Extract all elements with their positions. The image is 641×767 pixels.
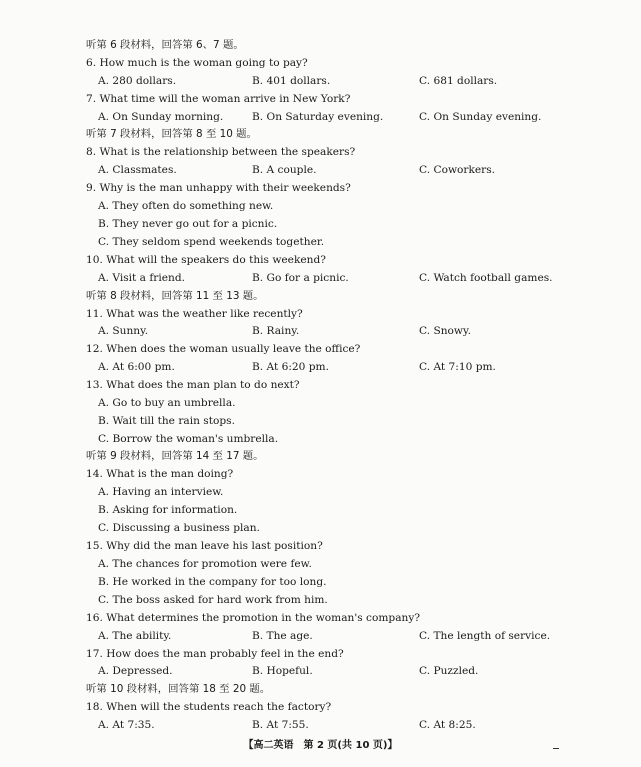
option-a: A. The ability. [98, 630, 172, 642]
option-row [0, 72, 641, 90]
section-header: 听第 9 段材料，回答第 14 至 17 题。 [86, 450, 264, 462]
option-b: B. At 7:55. [252, 719, 309, 731]
option-b: B. The age. [252, 630, 313, 642]
option-row [0, 108, 641, 126]
section-header: 听第 8 段材料，回答第 11 至 13 题。 [86, 290, 264, 302]
option-b: B. At 6:20 pm. [252, 361, 329, 373]
question-stem: 16. What determines the promotion in the woman's company? [86, 612, 420, 624]
option-c: C. Puzzled. [419, 665, 479, 677]
question-stem: 18. When will the students reach the factory? [86, 701, 332, 713]
option-c: C. At 8:25. [419, 719, 476, 731]
option-a: A. Having an interview. [98, 486, 224, 498]
option-a: A. Visit a friend. [98, 272, 185, 284]
option-row [0, 269, 641, 287]
option-row [0, 322, 641, 340]
option-b: B. Rainy. [252, 325, 300, 337]
option-c: C. On Sunday evening. [419, 111, 542, 123]
option-b: B. They never go out for a picnic. [98, 218, 278, 230]
question-stem: 8. What is the relationship between the speakers? [86, 146, 356, 158]
question-stem: 10. What will the speakers do this weekend? [86, 254, 326, 266]
option-a: A. Classmates. [98, 164, 177, 176]
question-stem: 17. How does the man probably feel in the end? [86, 648, 344, 660]
option-row [0, 627, 641, 645]
option-a: A. At 7:35. [98, 719, 155, 731]
question-stem: 13. What does the man plan to do next? [86, 379, 300, 391]
option-a: A. On Sunday morning. [98, 111, 224, 123]
option-row [0, 716, 641, 734]
option-c: C. The length of service. [419, 630, 551, 642]
question-stem: 9. Why is the man unhappy with their weekends? [86, 182, 351, 194]
option-b: B. Go for a picnic. [252, 272, 349, 284]
option-c: C. Watch football games. [419, 272, 553, 284]
question-stem: 15. Why did the man leave his last position? [86, 540, 323, 552]
option-row [0, 662, 641, 680]
option-c: C. The boss asked for hard work from him. [98, 594, 328, 606]
question-stem: 11. What was the weather like recently? [86, 308, 303, 320]
option-a: A. Sunny. [98, 325, 149, 337]
page-footer: 【高二英语 第 2 页(共 10 页)】 [243, 740, 398, 751]
option-a: A. They often do something new. [98, 200, 274, 212]
question-stem: 7. What time will the woman arrive in New York? [86, 93, 351, 105]
option-a: A. 280 dollars. [98, 75, 177, 87]
option-c: C. Snowy. [419, 325, 471, 337]
option-a: A. At 6:00 pm. [98, 361, 175, 373]
section-header: 听第 6 段材料，回答第 6、7 题。 [86, 39, 244, 51]
option-c: C. Borrow the woman's umbrella. [98, 433, 279, 445]
option-row [0, 358, 641, 376]
option-b: B. On Saturday evening. [252, 111, 384, 123]
option-row [0, 161, 641, 179]
option-b: B. A couple. [252, 164, 317, 176]
section-header: 听第 7 段材料，回答第 8 至 10 题。 [86, 128, 257, 140]
option-b: B. He worked in the company for too long. [98, 576, 327, 588]
question-stem: 6. How much is the woman going to pay? [86, 57, 308, 69]
question-stem: 12. When does the woman usually leave the office? [86, 343, 361, 355]
option-c: C. Coworkers. [419, 164, 496, 176]
option-c: C. Discussing a business plan. [98, 522, 260, 534]
option-b: B. 401 dollars. [252, 75, 331, 87]
option-a: A. Depressed. [98, 665, 173, 677]
option-c: C. They seldom spend weekends together. [98, 236, 325, 248]
section-header: 听第 10 段材料，回答第 18 至 20 题。 [86, 683, 271, 695]
option-b: B. Hopeful. [252, 665, 313, 677]
corner-mark [553, 748, 559, 749]
option-b: B. Wait till the rain stops. [98, 415, 235, 427]
option-c: C. At 7:10 pm. [419, 361, 496, 373]
question-stem: 14. What is the man doing? [86, 468, 234, 480]
option-a: A. Go to buy an umbrella. [98, 397, 236, 409]
option-c: C. 681 dollars. [419, 75, 498, 87]
option-b: B. Asking for information. [98, 504, 238, 516]
option-a: A. The chances for promotion were few. [98, 558, 312, 570]
